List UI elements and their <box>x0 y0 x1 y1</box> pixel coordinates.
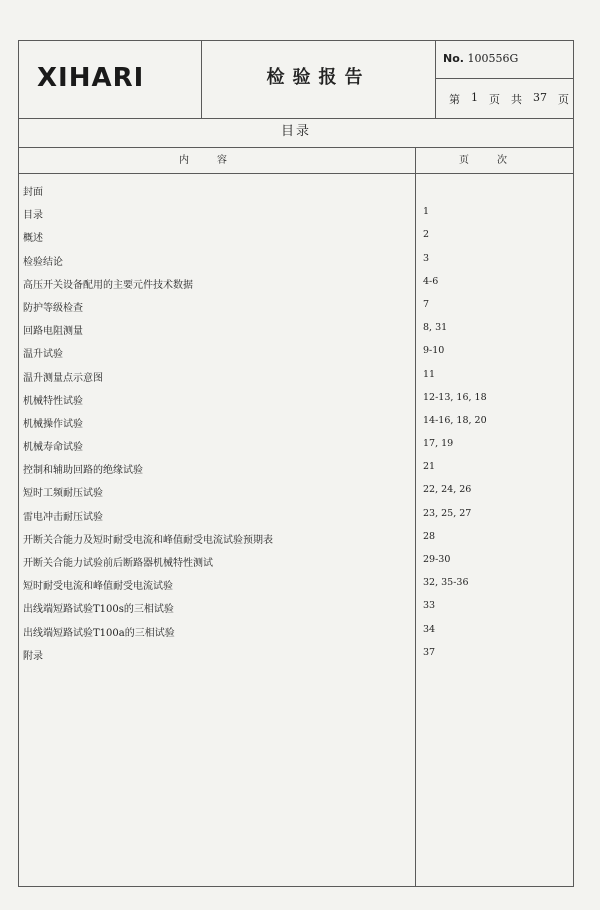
toc-entry-title: 机械寿命试验 <box>23 442 83 454</box>
toc-entry-title: 开断关合能力及短时耐受电流和峰值耐受电流试验预期表 <box>23 534 273 546</box>
toc-entry-pages: 29-30 <box>423 554 451 565</box>
page-label: 共 <box>511 93 522 106</box>
toc-entry-title: 雷电冲击耐压试验 <box>23 511 103 523</box>
toc-entry <box>19 459 573 482</box>
toc-entry-pages: 33 <box>423 600 436 612</box>
page-current: 1 <box>471 91 478 104</box>
toc-entry-pages: 12-13, 16, 18 <box>423 391 487 403</box>
toc-entry <box>19 297 573 320</box>
toc-entry <box>19 575 573 598</box>
toc-entry-pages: 21 <box>423 461 436 473</box>
toc-entry-pages: 9-10 <box>423 345 445 357</box>
toc-entry-pages: 11 <box>423 368 436 380</box>
toc-entry <box>19 227 573 250</box>
table-divider <box>19 147 573 148</box>
page-label: 页 <box>558 93 569 106</box>
column-header-content: 内容 <box>179 155 255 166</box>
toc-list <box>19 181 573 668</box>
toc-entry-title: 概述 <box>23 233 43 245</box>
page-label: 第 <box>449 93 460 106</box>
toc-entry <box>19 622 573 645</box>
toc-entry <box>19 181 573 204</box>
toc-entry-title: 目录 <box>23 210 43 222</box>
toc-entry-title: 机械操作试验 <box>23 418 83 430</box>
toc-entry <box>19 367 573 390</box>
document-title: 检验报告 <box>266 67 371 88</box>
page-total: 37 <box>533 91 547 104</box>
column-header-page: 页次 <box>459 155 535 166</box>
toc-entry <box>19 251 573 274</box>
toc-entry-pages: 4-6 <box>423 275 439 287</box>
toc-entry <box>19 598 573 621</box>
company-logo: XIHARI <box>37 63 145 93</box>
toc-entry-title: 回路电阻测量 <box>23 326 83 338</box>
toc-entry-title: 温升试验 <box>23 349 63 361</box>
toc-entry <box>19 343 573 366</box>
toc-entry-title: 出线端短路试验T100a的三相试验 <box>23 627 175 639</box>
header-divider <box>435 41 436 118</box>
toc-entry-title: 温升测量点示意图 <box>23 372 103 384</box>
toc-entry <box>19 204 573 227</box>
toc-entry <box>19 506 573 529</box>
toc-entry <box>19 529 573 552</box>
toc-entry-title: 控制和辅助回路的绝缘试验 <box>23 465 143 477</box>
toc-entry <box>19 390 573 413</box>
toc-entry-pages: 23, 25, 27 <box>423 507 472 519</box>
report-frame <box>18 40 574 887</box>
toc-entry <box>19 482 573 505</box>
toc-entry-pages: 2 <box>423 229 430 241</box>
report-number <box>443 52 518 65</box>
page-info <box>449 91 569 107</box>
page-label: 页 <box>489 93 500 106</box>
toc-entry-title: 开断关合能力试验前后断路器机械特性测试 <box>23 558 213 569</box>
toc-entry-title: 出线端短路试验T100s的三相试验 <box>23 604 174 616</box>
header-divider <box>436 78 574 79</box>
toc-entry-pages: 3 <box>423 252 430 264</box>
toc-entry-title: 机械特性试验 <box>23 395 83 407</box>
toc-entry-title: 封面 <box>23 187 43 198</box>
toc-entry-title: 短时工频耐压试验 <box>23 488 103 500</box>
toc-entry-pages: 7 <box>423 298 430 310</box>
toc-entry-pages: 17, 19 <box>423 438 454 450</box>
toc-entry <box>19 645 573 668</box>
report-number-value: 100556G <box>467 52 519 65</box>
toc-entry-pages: 14-16, 18, 20 <box>423 414 487 426</box>
toc-entry-pages: 8, 31 <box>423 322 448 334</box>
toc-entry-pages: 37 <box>423 646 436 658</box>
toc-entry-pages: 34 <box>423 623 436 635</box>
toc-entry-pages: 32, 35-36 <box>423 577 469 589</box>
toc-entry <box>19 320 573 343</box>
toc-entry <box>19 274 573 297</box>
toc-entry <box>19 413 573 436</box>
toc-entry-title: 附录 <box>23 650 43 662</box>
toc-entry <box>19 552 573 575</box>
toc-title: 目录 <box>280 124 311 139</box>
toc-entry-title: 高压开关设备配用的主要元件技术数据 <box>23 279 193 291</box>
toc-entry-title: 短时耐受电流和峰值耐受电流试验 <box>23 581 173 593</box>
table-divider <box>19 173 573 174</box>
report-number-label: No. <box>443 52 464 65</box>
toc-entry-title: 检验结论 <box>23 256 63 268</box>
toc-entry-pages: 22, 24, 26 <box>423 484 472 496</box>
toc-entry-pages: 28 <box>423 530 436 542</box>
toc-entry-title: 防护等级检查 <box>23 302 83 314</box>
toc-entry-pages: 1 <box>423 206 430 218</box>
toc-entry <box>19 436 573 459</box>
